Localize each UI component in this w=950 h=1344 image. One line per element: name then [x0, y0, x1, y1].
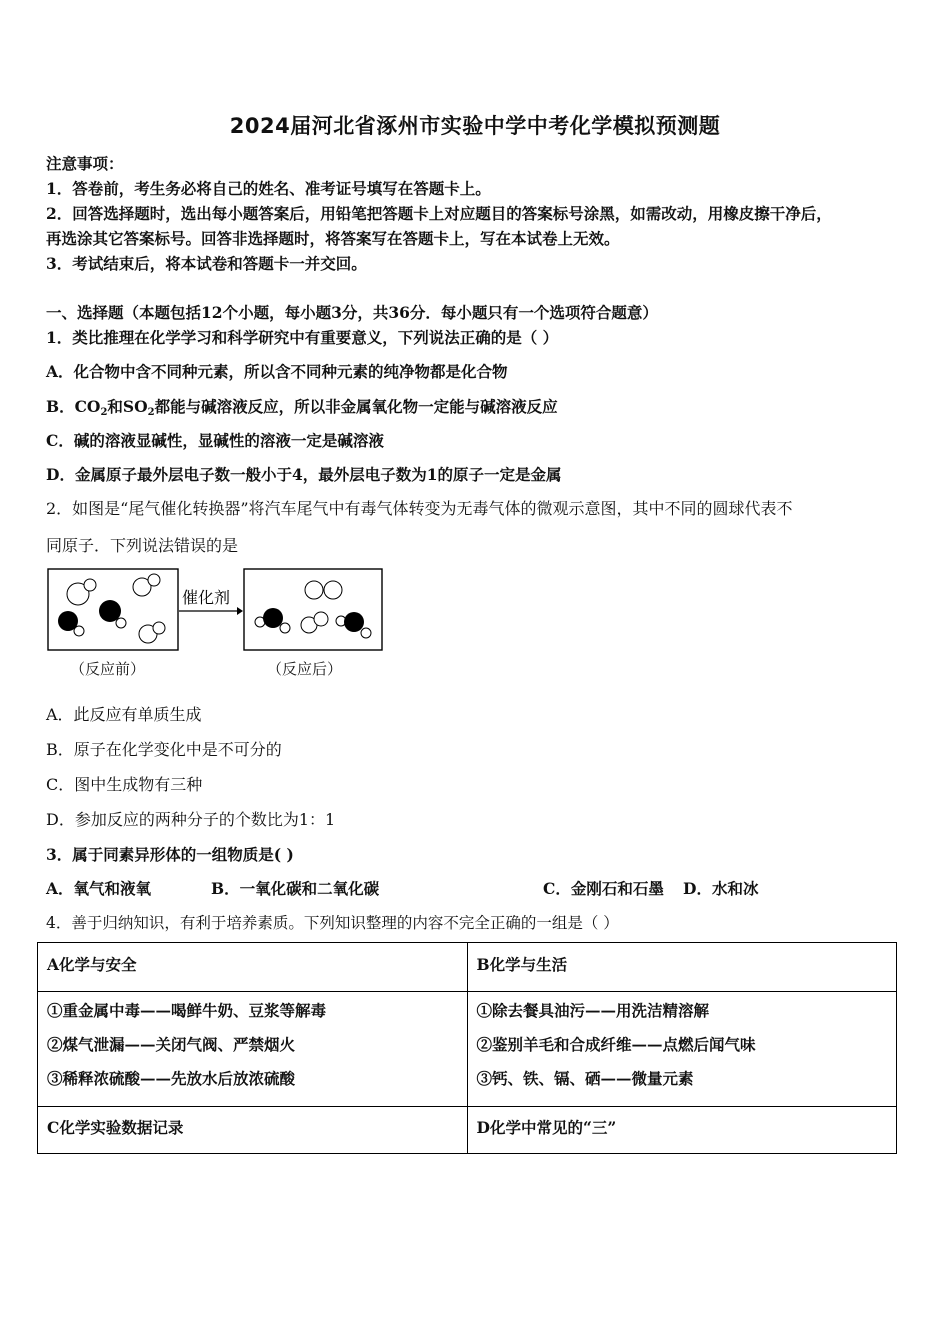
notice-item-2: 2．回答选择题时，选出每小题答案后，用铅笔把答题卡上对应题目的答案标号涂黑，如需改动，用橡皮擦干净后，	[46, 204, 832, 223]
subscript-2: 2	[147, 407, 155, 418]
cell-a-head	[38, 943, 468, 992]
q3-stem: 3．属于同素异形体的一组物质是( )	[46, 845, 294, 864]
arrow-head	[237, 607, 243, 615]
q1-option-b-part3: 都能与碱溶液反应，所以非金属氧化物一定能与碱溶液反应	[154, 397, 558, 416]
q2-option-a: A．此反应有单质生成	[46, 705, 202, 724]
table-a-item: ③稀释浓硫酸——先放水后放浓硫酸	[47, 1069, 296, 1088]
section-heading: 一、选择题（本题包括12个小题，每小题3分，共36分．每小题只有一个选项符合题意）	[46, 303, 658, 322]
atom-white-small	[153, 622, 165, 634]
q2-stem-line2: 同原子．下列说法错误的是	[46, 536, 239, 555]
notice-item-3: 3．考试结束后，将本试卷和答题卡一并交回。	[46, 254, 367, 273]
caption-before: （反应前）	[70, 660, 146, 678]
table-head-c: C化学实验数据记录	[47, 1118, 184, 1137]
table-head-d: D化学中常见的“三”	[476, 1118, 617, 1137]
notice-item-1: 1．答卷前，考生务必将自己的姓名、准考证号填写在答题卡上。	[46, 179, 491, 198]
q2-option-b: B．原子在化学变化中是不可分的	[46, 740, 282, 759]
table-head-b: B化学与生活	[476, 955, 568, 974]
q1-option-c: C．碱的溶液显碱性，显碱性的溶液一定是碱溶液	[46, 431, 384, 450]
q3-option-c: C．金刚石和石墨	[543, 879, 664, 898]
subscript-2: 2	[100, 407, 108, 418]
atom-black	[344, 612, 364, 632]
atom-white	[314, 612, 328, 626]
q1-option-b-part2: 和SO	[107, 397, 148, 416]
table-b-item: ②鉴别羊毛和合成纤维——点燃后闻气味	[476, 1035, 756, 1054]
q3-option-d: D．水和冰	[683, 879, 759, 898]
atom-white-small	[148, 574, 160, 586]
page-title: 2024届河北省涿州市实验中学中考化学模拟预测题	[229, 114, 721, 138]
q4-stem: 4．善于归纳知识，有利于培养素质。下列知识整理的内容不完全正确的一组是（ ）	[46, 914, 619, 932]
q2-option-c: C．图中生成物有三种	[46, 775, 203, 794]
cell-b-head	[467, 943, 897, 992]
atom-white	[324, 581, 342, 599]
knowledge-table	[37, 942, 897, 1154]
atom-white-small	[361, 628, 371, 638]
cell-c-head	[38, 1107, 468, 1154]
q3-option-a: A．氧气和液氧	[46, 879, 152, 898]
atom-white-small	[280, 623, 290, 633]
q1-option-b-part1: B．CO	[46, 397, 101, 416]
table-a-item: ②煤气泄漏——关闭气阀、严禁烟火	[47, 1035, 296, 1054]
notice-heading: 注意事项：	[46, 154, 124, 173]
cell-d-head	[467, 1107, 897, 1154]
table-b-item: ③钙、铁、镉、硒——微量元素	[476, 1069, 694, 1088]
table-head-a: A化学与安全	[47, 955, 137, 974]
catalyst-label: 催化剂	[182, 588, 231, 607]
atom-black	[263, 608, 283, 628]
cell-a-body	[38, 992, 468, 1107]
q2-stem-line1: 2．如图是“尾气催化转换器”将汽车尾气中有毒气体转变为无毒气体的微观示意图，其中不同的圆球代表不	[46, 499, 793, 518]
notice-item-2-cont: 再选涂其它答案标号。回答非选择题时，将答案写在答题卡上，写在本试卷上无效。	[46, 229, 620, 248]
caption-after: （反应后）	[267, 660, 343, 678]
atom-white-small	[116, 618, 126, 628]
q1-option-b	[46, 395, 558, 418]
table-b-item: ①除去餐具油污——用洗洁精溶解	[476, 1001, 710, 1020]
q2-option-d: D．参加反应的两种分子的个数比为1：1	[46, 810, 336, 829]
cell-b-body	[467, 992, 897, 1107]
atom-white-small	[84, 579, 96, 591]
atom-white-small	[74, 626, 84, 636]
q3-option-b: B．一氧化碳和二氧化碳	[211, 879, 380, 898]
q1-option-a: A．化合物中含不同种元素，所以含不同种元素的纯净物都是化合物	[46, 362, 508, 381]
q1-option-d: D．金属原子最外层电子数一般小于4，最外层电子数为1的原子一定是金属	[46, 465, 562, 484]
table-a-item: ①重金属中毒——喝鲜牛奶、豆浆等解毒	[47, 1001, 327, 1020]
atom-white	[305, 581, 323, 599]
q1-stem: 1．类比推理在化学学习和科学研究中有重要意义，下列说法正确的是（ ）	[46, 328, 559, 347]
